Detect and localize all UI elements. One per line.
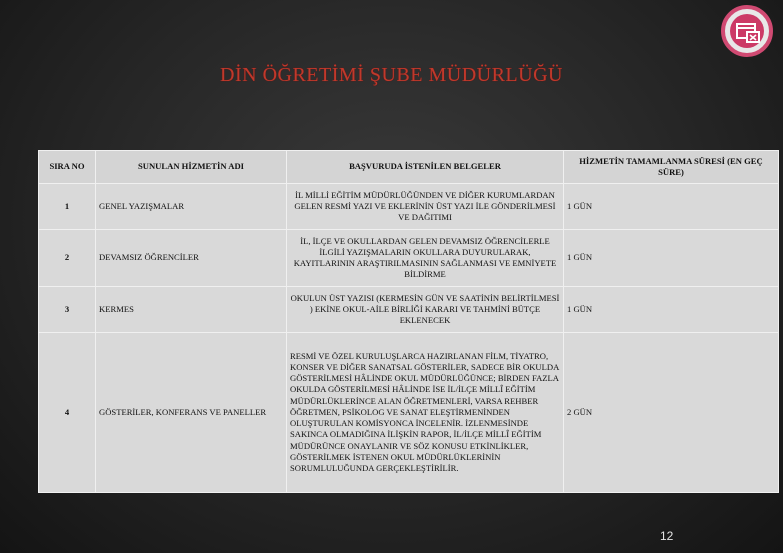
table-row [39,184,779,230]
service-name: DEVAMSIZ ÖĞRENCİLER [96,230,287,287]
completion-time: 2 GÜN [564,333,779,493]
required-documents: İL, İLÇE VE OKULLARDAN GELEN DEVAMSIZ ÖĞRENCİLERLE İLGİLİ YAZIŞMALARIN OKULLARA DUYURULARAK, KAYITLARININ ARAŞTIRILMASININ SAĞLANMASI VE EMNİYETE BİLDİRME [287,230,564,287]
header-service-name: SUNULAN HİZMETİN ADI [96,151,287,184]
header-sira-no: SIRA NO [39,151,96,184]
table-row [39,333,779,493]
completion-time: 1 GÜN [564,230,779,287]
row-number: 1 [39,184,96,230]
table-row [39,287,779,333]
row-number: 3 [39,287,96,333]
page-title: DİN ÖĞRETİMİ ŞUBE MÜDÜRLÜĞÜ [220,64,563,86]
page-number: 12 [660,529,674,543]
table-header-row [39,151,779,184]
row-number: 4 [39,333,96,493]
required-documents: İL MİLLİ EĞİTİM MÜDÜRLÜĞÜNDEN VE DİĞER KURUMLARDAN GELEN RESMİ YAZI VE EKLERİNİN ÜST YAZI İLE GÖNDERİLMESİ VE DAĞITIMI [287,184,564,230]
window-close-icon[interactable] [720,4,774,58]
services-table [38,150,779,493]
service-name: KERMES [96,287,287,333]
required-documents: OKULUN ÜST YAZISI (KERMESİN GÜN VE SAATİNİN BELİRTİLMESİ ) EKİNE OKUL-AİLE BİRLİĞİ KARARI VE TAHMİNİ BÜTÇE EKLENECEK [287,287,564,333]
required-documents: RESMİ VE ÖZEL KURULUŞLARCA HAZIRLANAN FİLM, TİYATRO, KONSER VE DİĞER SANATSAL GÖSTERİLER, SADECE BİR OKULDA GÖSTERİLMESİ HÂLİNDE OKUL MÜDÜRLÜĞÜNCE; BİRDEN FAZLA OKULDA GÖSTERİLMESİ HÂLİNDE İSE İL/İLÇE MİLLÎ EĞİTİM MÜDÜRLÜKLERİNCE ALAN ÖĞRETMENLERİ, VARSA REHBER ÖĞRETMEN, PSİKOLOG VE SANAT ELEŞTİRMENİNDEN OLUŞTURULAN KOMİSYONCA İNCELENİR. İZLENMESİNDE SAKINCA OLMADIĞINA İLİŞKİN RAPOR, İL/İLÇE MİLLÎ EĞİTİM MÜDÜRÜNCE ONAYLANIR VE SÖZ KONUSU ETKİNLİKLER, GÖSTERİLMEK İSTENEN OKUL MÜDÜRLÜKLERİNİN SORUMLULUĞUNDA GERÇEKLEŞTİRİLİR. [287,333,564,493]
service-name: GENEL YAZIŞMALAR [96,184,287,230]
header-completion-time: HİZMETİN TAMAMLANMA SÜRESİ (EN GEÇ SÜRE) [564,151,779,184]
table-row [39,230,779,287]
completion-time: 1 GÜN [564,184,779,230]
service-name: GÖSTERİLER, KONFERANS VE PANELLER [96,333,287,493]
row-number: 2 [39,230,96,287]
completion-time: 1 GÜN [564,287,779,333]
header-documents: BAŞVURUDA İSTENİLEN BELGELER [287,151,564,184]
